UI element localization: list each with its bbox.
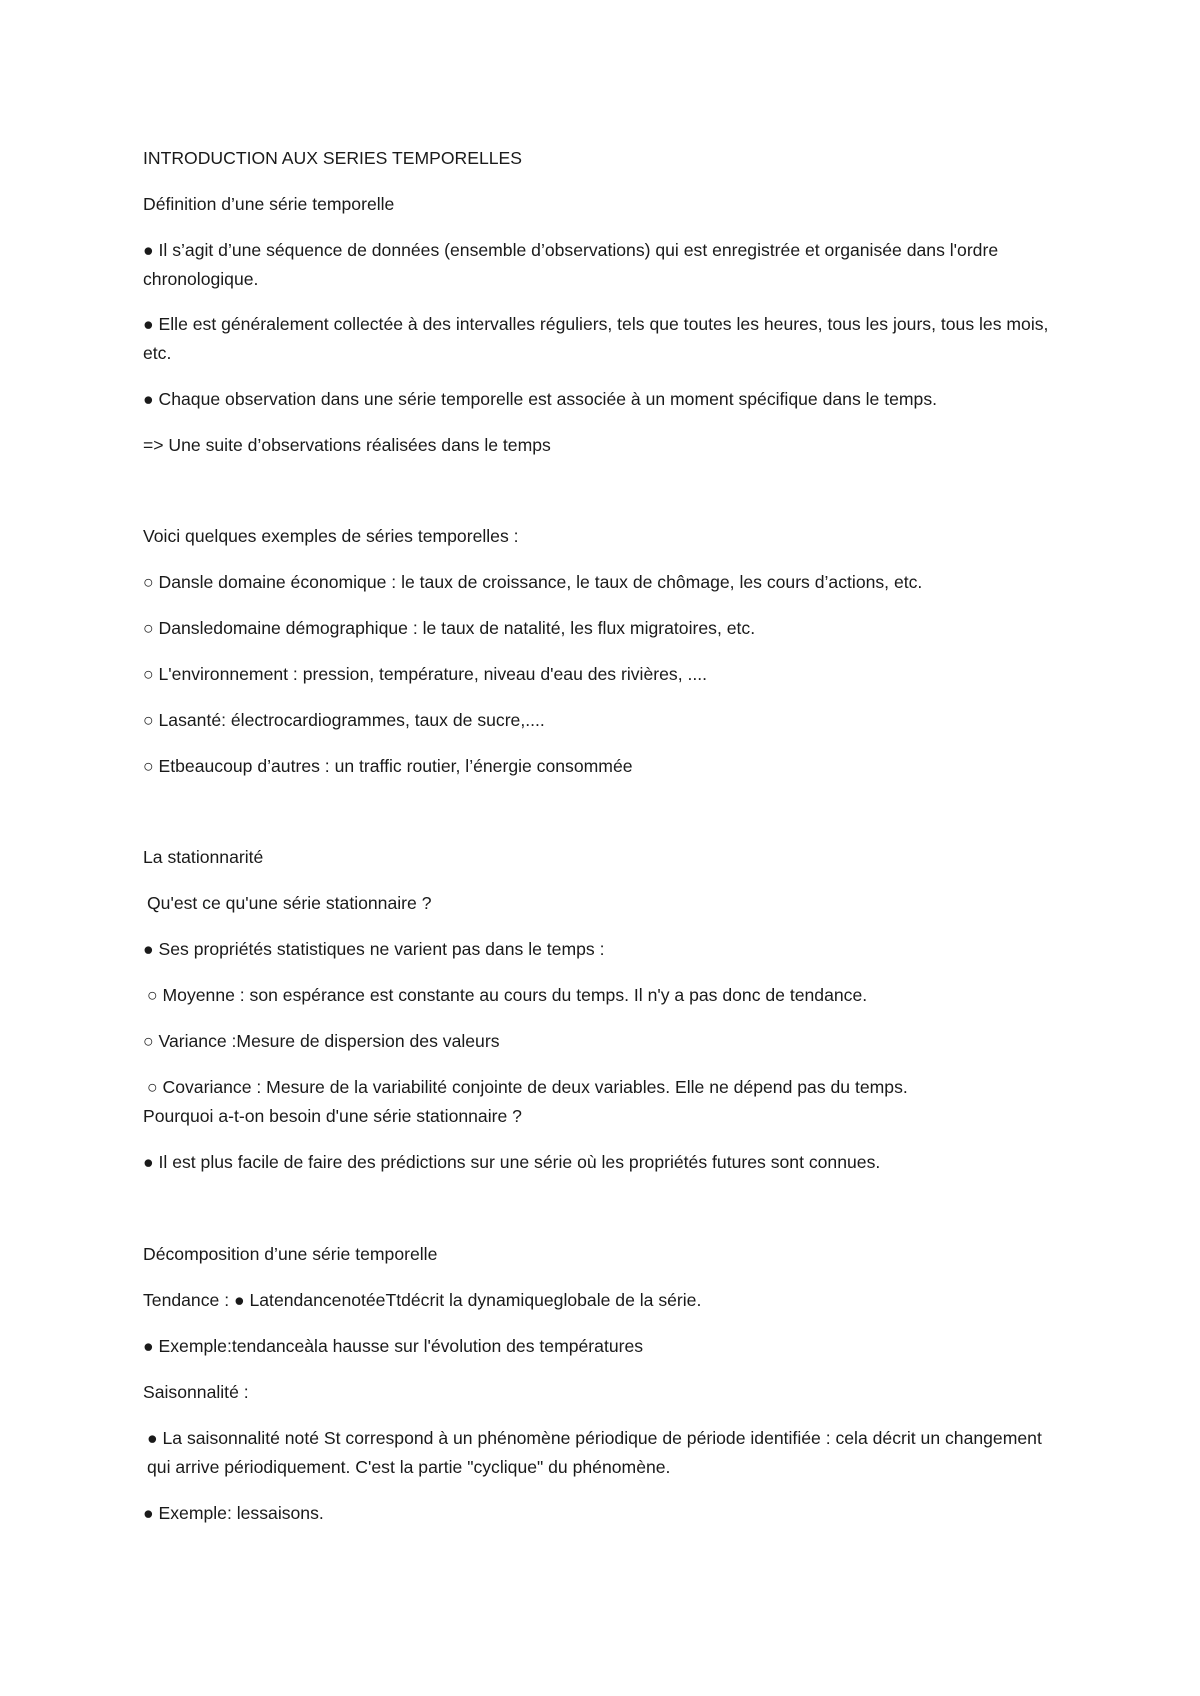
- examples-intro: Voici quelques exemples de séries temporelles :: [143, 526, 519, 546]
- stationarity-sub-variance: ○ Variance :Mesure de dispersion des valeurs: [143, 1031, 500, 1051]
- example-item: ○ Etbeaucoup d’autres : un traffic routier, l’énergie consommée: [143, 756, 633, 776]
- decomposition-seasonality-text: ● La saisonnalité noté St correspond à un phénomène périodique de période identifiée : cela décrit un changement qui arrive périodiquement. C'est la partie "cyclique" du phénomène.: [147, 1428, 1042, 1477]
- document-title: INTRODUCTION AUX SERIES TEMPORELLES: [143, 148, 522, 168]
- definition-bullet-1: ● Il s’agit d’une séquence de données (ensemble d’observations) qui est enregistrée et organisée dans l'ordre chronologique.: [143, 240, 999, 289]
- example-item: ○ Dansledomaine démographique : le taux de natalité, les flux migratoires, etc.: [143, 618, 756, 638]
- definition-summary: => Une suite d’observations réalisées dans le temps: [143, 435, 551, 455]
- section-heading-stationarity: La stationnarité: [143, 847, 264, 867]
- stationarity-why-question: Pourquoi a-t-on besoin d'une série stationnaire ?: [143, 1106, 522, 1126]
- definition-bullet-2: ● Elle est généralement collectée à des intervalles réguliers, tels que toutes les heures, tous les jours, tous les mois, etc.: [143, 314, 1049, 363]
- example-item: ○ Dansle domaine économique : le taux de croissance, le taux de chômage, les cours d’actions, etc.: [143, 572, 923, 592]
- decomposition-trend-example: ● Exemple:tendanceàla hausse sur l'évolution des températures: [143, 1336, 644, 1356]
- decomposition-seasonality-label: Saisonnalité :: [143, 1382, 249, 1402]
- stationarity-question: Qu'est ce qu'une série stationnaire ?: [147, 893, 432, 913]
- stationarity-sub-mean: ○ Moyenne : son espérance est constante au cours du temps. Il n'y a pas donc de tendance.: [147, 985, 868, 1005]
- section-heading-decomposition: Décomposition d’une série temporelle: [143, 1244, 438, 1264]
- stationarity-bullet-2: ● Il est plus facile de faire des prédictions sur une série où les propriétés futures sont connues.: [143, 1152, 881, 1172]
- example-item: ○ L'environnement : pression, température, niveau d'eau des rivières, ....: [143, 664, 708, 684]
- decomposition-seasonality-example: ● Exemple: lessaisons.: [143, 1503, 324, 1523]
- decomposition-trend: Tendance : ● LatendancenotéeTtdécrit la dynamiqueglobale de la série.: [143, 1290, 702, 1310]
- stationarity-sub-covariance: ○ Covariance : Mesure de la variabilité conjointe de deux variables. Elle ne dépend pas du temps.: [147, 1077, 908, 1097]
- section-heading-definition: Définition d’une série temporelle: [143, 194, 395, 214]
- definition-bullet-3: ● Chaque observation dans une série temporelle est associée à un moment spécifique dans le temps.: [143, 389, 938, 409]
- stationarity-bullet-1: ● Ses propriétés statistiques ne varient pas dans le temps :: [143, 939, 605, 959]
- example-item: ○ Lasanté: électrocardiogrammes, taux de sucre,....: [143, 710, 545, 730]
